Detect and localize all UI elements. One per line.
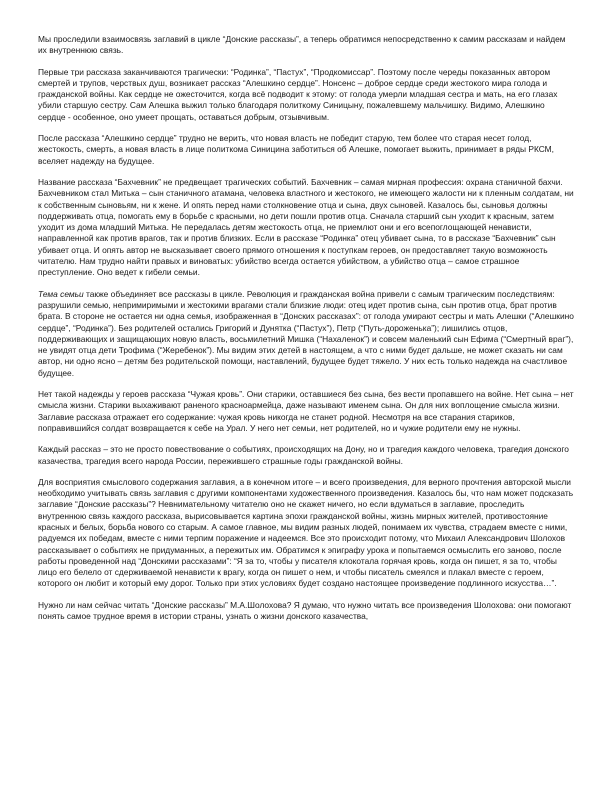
- paragraph-intro: [38, 34, 574, 57]
- paragraph-text: Название рассказа “Бахчевник” не предвещает трагических событий. Бахчевник – самая мирная профессия: охрана станичной бахчи. Бахчевником стал Митька – сын станичного атамана, человека властного и жестокого, не имеющего жалости ни к пленным солдатам, ни к собственным сыновьям, ни к жене. И опять перед нами столкновение отца и сына, двух сыновей. Казалось бы, сыновья должны поддерживать отца, помогать ему в борьбе с красными, но дети пошли против отца. Сначала старший сын уходит к красным, затем уходит из дома младший Митька. Не передалась детям жестокость отца, не приемлют они и его всепоглощающей ненависти, направленной как против врагов, так и против близких. Если в рассказе “Родинка” отец убивает сына, то в рассказе “Бахчевник” сын убивает отца. И опять автор не высказывает своего прямого отношения к поступкам героев, он предоставляет такую возможность читателю. Нам трудно найти правых и виноватых: убийство всегда остается убийством, а убийство отца – самое страшное преступление. Оно ведет к гибели семьи.: [38, 176, 574, 278]
- paragraph-title-meaning: [38, 477, 574, 590]
- paragraph-text: Каждый рассказ – это не просто повествование о событиях, происходящих на Дону, но и трагедия каждого человека, трагедия донского казачества, трагедия всего народа России, пережившего страшные годы гражданской войны.: [38, 444, 569, 466]
- paragraph-bakhchevnik: [38, 177, 574, 279]
- paragraph-conclusion: [38, 600, 574, 623]
- paragraph-first-three-stories: [38, 67, 574, 123]
- paragraph-foreign-blood: [38, 389, 574, 434]
- paragraph-text: Нужно ли нам сейчас читать “Донские рассказы” М.А.Шолохова? Я думаю, что нужно читать все произведения Шолохова: они помогают понять самое трудное время в истории страны, узнать о жизни донского казачества,: [38, 599, 572, 622]
- paragraph-each-story: [38, 444, 574, 467]
- paragraph-new-power: [38, 133, 574, 167]
- paragraph-text: Нет такой надежды у героев рассказа “Чужая кровь”. Они старики, оставшиеся без сына, без вести пропавшего на войне. Нет сына – нет смысла жизни. Старики выхаживают раненого красноармейца, даже называют именем сына. Он для них воплощение смысла жизни. Заглавие рассказа отражает его содержание: чужая кровь никогда не станет родной. Несмотря на все старания стариков, поправившийся солдат возвращается к себе на Урал. У него нет семьи, нет родителей, но и чужие родители ему не нужны.: [38, 389, 574, 433]
- paragraph-text: Мы проследили взаимосвязь заглавий в цикле “Донские рассказы”, а теперь обратимся непосредственно к самим рассказам и найдем их внутреннюю связь.: [38, 34, 566, 56]
- paragraph-text: После рассказа “Алешкино сердце” трудно не верить, что новая власть не победит старую, тем более что старая несет голод, жестокость, смерть, а новая власть в лице политкома Синицина заботиться об Алешке, помогает выжить, принимает в ряды РКСМ, вселяет надежду на будущее.: [38, 133, 554, 166]
- paragraph-text: Первые три рассказа заканчиваются трагически: “Родинка”, “Пастух”, “Продкомиссар”. Поэтому после череды показанных автором смертей и трупов, черствых душ, возникает рассказ “Алешкино сердце”. Нонсенс – доброе сердце среди жестокого мира голода и гражданской войны. Как сердце не ожесточится, когда всё подводит к этому: от голода умерли младшая сестра и мать, на его глазах убили старшую сестру. Сам Алешка выжил только благодаря политкому Синицыну, пожалевшему мальчишку. Видимо, Алешкино сердце - особенное, оно умеет прощать, оставаться добрым, отзывчивым.: [38, 66, 558, 122]
- paragraph-family-theme: [38, 289, 574, 379]
- paragraph-text: также объединяет все рассказы в цикле. Революция и гражданская война привели с самым трагическим последствиям: разрушили семью, непримиримыми и жестокими врагами стали близкие люди: отец идет против сына, сын против отца, брат против брата. В стороне не остается ни одна семья, изображенная в “Донских рассказах”: от голода умирают сестры и мать Алешки (“Алешкино сердце”, “Родинка”). Без родителей остались Григорий и Дунятка (“Пастух”), Петр (“Путь-дороженька”); лишились отцов, поддерживающих и защищающих новую власть, восьмилетний Мишка (“Нахаленок”) и совсем маленький сын Ефима (“Смертный враг”), не увидят отца дети Трофима (“Жеребенок”). Мы видим этих детей в настоящем, а что с ними будет дальше, не может сказать ни сам автор, ни одно ясно – детям без родительской помощи, наставлений, будущее будет тяжело. У них есть только надежда на счастливое будущее.: [38, 288, 574, 378]
- paragraph-text: Для восприятия смыслового содержания заглавия, а в конечном итоге – и всего произведения, для верного прочтения авторской мысли необходимо учитывать связь заглавия с другими компонентами художественного произведения. Казалось бы, что нам может подсказать заглавие “Донские рассказы”? Невнимательному читателю оно не скажет ничего, но если вдуматься в заглавие, проследить внутреннюю связь каждого рассказа, вырисовывается картина эпохи гражданской войны, жизнь мирных жителей, противостояние красных и белых, борьба нового со старым. А самое главное, мы видим разных людей, понимаем их чувства, страдаем вместе с ними, радуемся их победам, вместе с ними терпим поражение и надеемся. Все это происходит потому, что Михаил Александрович Шолохов рассказывает о событиях не придуманных, а пережитых им. Обратимся к эпиграфу урока и попытаемся осмыслить его заново, после работы проведенной над “Донскими рассказами”: “Я за то, чтобы у писателя клокотала горячая кровь, когда он пишет, я за то, чтобы лицо его белело от сдерживаемой ненависти к врагу, когда он пишет о нем, и чтобы писатель смеялся и плакал вместе с героем, которого он любит и который ему дорог. Только при этих условиях будет создано настоящее произведение подлинного искусства…”.: [38, 476, 574, 589]
- paragraph-lead-italic: Тема семьи: [38, 288, 84, 299]
